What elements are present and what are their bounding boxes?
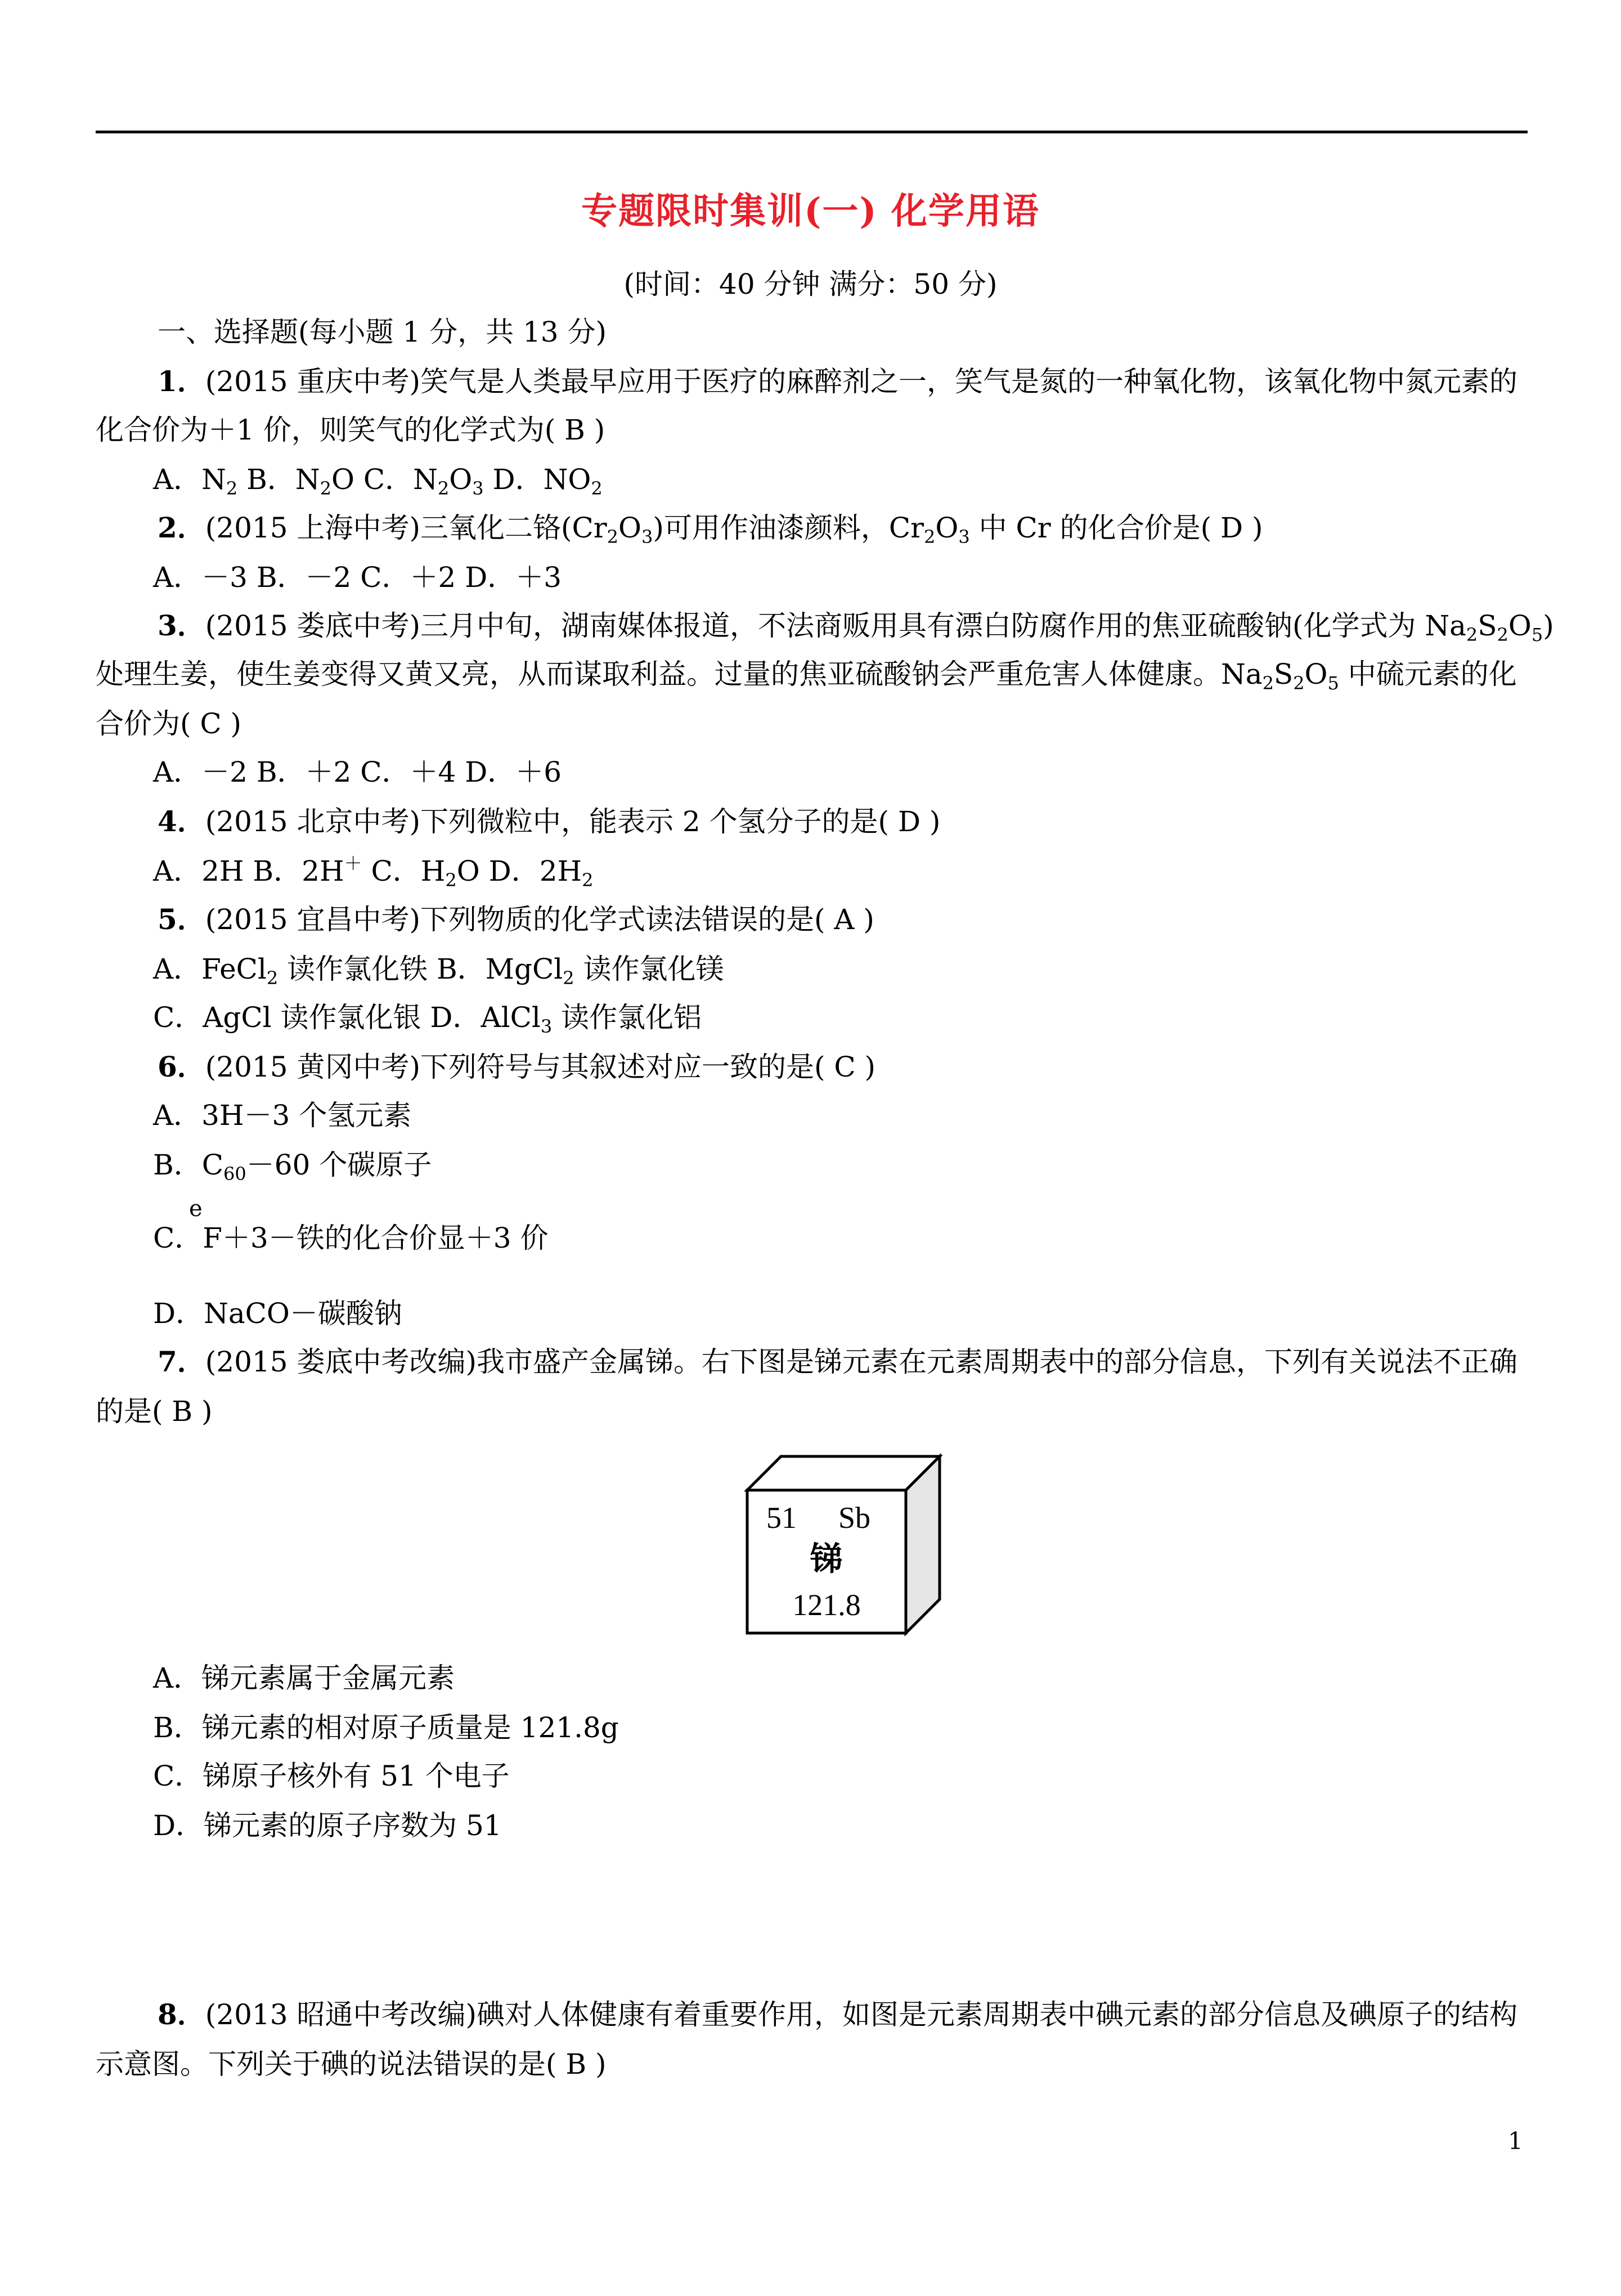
- time-info: (时间：40 分钟 满分：50 分): [623, 268, 998, 301]
- question-8-line-1: 8．(2013 昭通中考改编)碘对人体健康有着重要作用，如图是元素周期表中碘元素的部分信息及碘原子的结构: [158, 1998, 1517, 2031]
- question-7-option-b: B．锑元素的相对原子质量是 121.8g: [153, 1711, 619, 1744]
- question-3-line-3: 合价为( C ): [96, 707, 242, 740]
- question-1-text: (2015 重庆中考)笑气是人类最早应用于医疗的麻醉剂之一，笑气是氮的一种氧化物，该氧化物中氮元素的: [205, 365, 1517, 398]
- question-7-line-2: 的是( B ): [96, 1395, 213, 1428]
- question-3-line-1: 3．(2015 娄底中考)三月中旬，湖南媒体报道，不法商贩用具有漂白防腐作用的焦亚硫酸钠(化学式为 $Na_2S_2O_5$): [158, 609, 1554, 645]
- question-4-number: 4．: [158, 805, 205, 838]
- question-7-line-1: 7．(2015 娄底中考改编)我市盛产金属锑。右下图是锑元素在元素周期表中的部分信息，下列有关说法不正确: [158, 1345, 1517, 1378]
- question-6-option-c: C．F＋3－铁的化合价显＋3 价: [153, 1222, 549, 1254]
- header-rule: [96, 131, 1528, 133]
- question-2-number: 2．: [158, 511, 205, 544]
- section-heading: 一、选择题(每小题 1 分，共 13 分): [158, 316, 607, 348]
- question-5-options-ab: A．FeCl$_2$ 读作氯化铁 B．MgCl$_2$ 读作氯化镁: [153, 953, 724, 989]
- element-cube-figure: [743, 1452, 945, 1638]
- question-1-line-1: [158, 365, 1517, 398]
- question-6-option-c-superscript: e: [189, 1196, 203, 1222]
- question-6-line-1: 6．(2015 黄冈中考)下列符号与其叙述对应一致的是( C ): [158, 1050, 876, 1083]
- question-7-number: 7．: [158, 1345, 205, 1378]
- question-6-option-a: A．3H－3 个氢元素: [153, 1099, 412, 1132]
- element-symbol: Sb: [838, 1501, 871, 1535]
- question-7-option-d: D．锑元素的原子序数为 51: [153, 1809, 502, 1842]
- question-7-option-c: C．锑原子核外有 51 个电子: [153, 1760, 510, 1792]
- question-6-option-d: D．NaCO－碳酸钠: [153, 1297, 402, 1330]
- question-2-line-1: 2．(2015 上海中考)三氧化二铬$(Cr_2O_3)$可用作油漆颜料，$Cr_2O_3$ 中 Cr 的化合价是( D ): [158, 511, 1263, 548]
- question-4-line-1: 4．(2015 北京中考)下列微粒中，能表示 2 个氢分子的是( D ): [158, 805, 941, 838]
- page-title: 专题限时集训(一) 化学用语: [581, 190, 1040, 232]
- question-1-options: A．$N_2$ B．$N_2O$ C．$N_2O_3$ D．$NO_2$: [153, 463, 603, 499]
- question-8-number: 8．: [158, 1998, 205, 2031]
- question-8-line-2: 示意图。下列关于碘的说法错误的是( B ): [96, 2048, 607, 2080]
- question-6-option-b: B．$C_{60}-60$ 个碳原子: [153, 1149, 432, 1185]
- question-1-number: 1．: [158, 365, 205, 398]
- page-number: 1: [1508, 2127, 1523, 2155]
- atomic-number: 51: [766, 1501, 797, 1535]
- atomic-mass: 121.8: [792, 1588, 861, 1622]
- question-5-options-cd: C．AgCl 读作氯化银 D．AlCl$_3$ 读作氯化铝: [153, 1001, 702, 1037]
- question-3-line-2: 处理生姜，使生姜变得又黄又亮，从而谋取利益。过量的焦亚硫酸钠会严重危害人体健康。$Na_2S_2O_5$ 中硫元素的化: [96, 658, 1517, 694]
- question-6-number: 6．: [158, 1050, 205, 1083]
- question-5-number: 5．: [158, 903, 205, 936]
- question-3-options: A．－2 B．＋2 C．＋4 D．＋6: [153, 756, 562, 788]
- question-1-line-2: 化合价为＋1 价，则笑气的化学式为( B ): [96, 414, 605, 446]
- element-name: 锑: [810, 1540, 843, 1578]
- question-4-options: A．2H B．2H＋ C．$H_2O$ D．$2H_2$: [153, 853, 594, 891]
- question-2-options: A．－3 B．－2 C．＋2 D．＋3: [153, 561, 562, 594]
- antimony-element-cell: [743, 1452, 945, 1638]
- question-3-number: 3．: [158, 609, 205, 642]
- question-7-option-a: A．锑元素属于金属元素: [153, 1662, 455, 1694]
- question-5-line-1: 5．(2015 宜昌中考)下列物质的化学式读法错误的是( A ): [158, 903, 874, 936]
